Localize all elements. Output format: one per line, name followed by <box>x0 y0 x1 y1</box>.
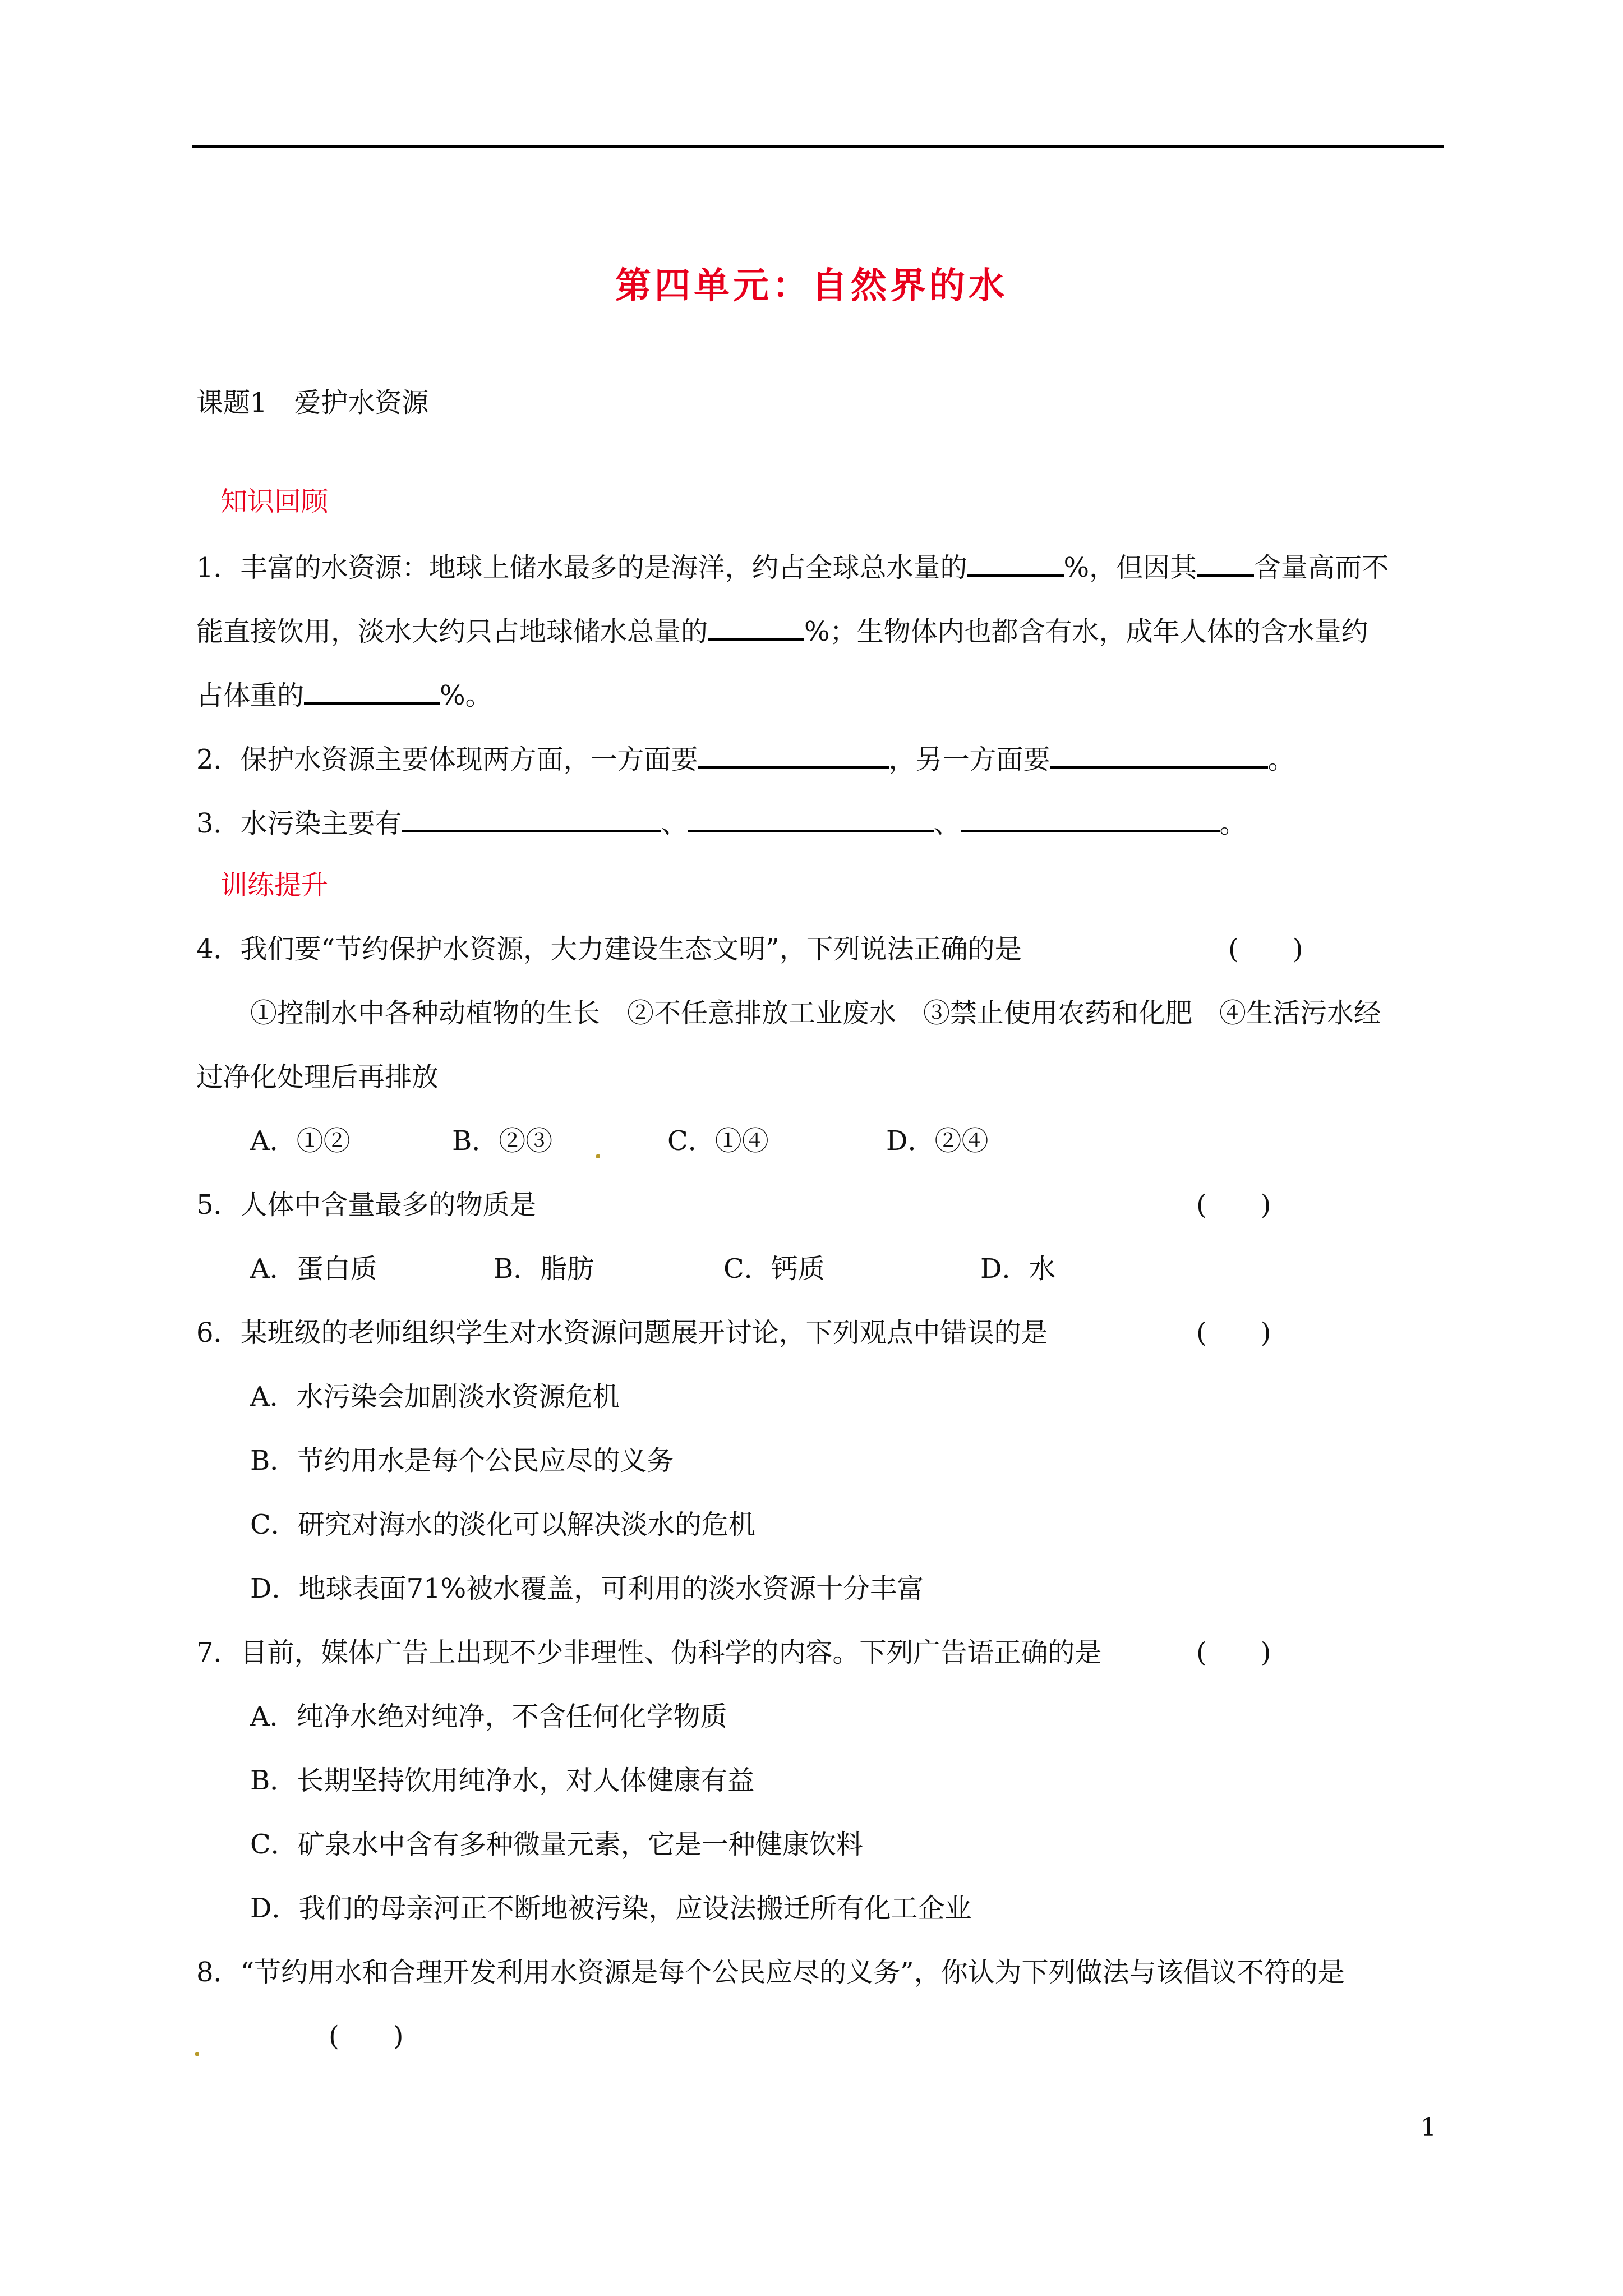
question-2 <box>196 740 1295 776</box>
answer-blank[interactable] <box>304 677 440 705</box>
q6-option-c[interactable]: C．研究对海水的淡化可以解决淡水的危机 <box>250 1509 755 1540</box>
q5-option-c[interactable]: C．钙质 <box>723 1253 825 1285</box>
q1-text-a: 1．丰富的水资源：地球上储水最多的是海洋，约占全球总水量的 <box>196 552 967 583</box>
q7-option-c[interactable]: C．矿泉水中含有多种微量元素，它是一种健康饮料 <box>250 1829 863 1860</box>
q1-text-b: %，但因其 <box>1063 552 1197 583</box>
question-1-line-1 <box>196 549 1389 585</box>
question-5-stem: 5．人体中含量最多的物质是 <box>196 1189 537 1221</box>
q5-option-d[interactable]: D．水 <box>980 1253 1056 1285</box>
answer-blank[interactable] <box>688 804 934 832</box>
q2-text-a: 2．保护水资源主要体现两方面，一方面要 <box>196 744 698 775</box>
lesson-heading: 课题1 爱护水资源 <box>196 387 429 418</box>
question-7-stem: 7．目前，媒体广告上出现不少非理性、伪科学的内容。下列广告语正确的是 <box>196 1637 1102 1668</box>
answer-paren[interactable]: ( ) <box>1228 933 1303 965</box>
q7-option-b[interactable]: B．长期坚持饮用纯净水，对人体健康有益 <box>250 1765 755 1796</box>
q7-option-a[interactable]: A．纯净水绝对纯净，不含任何化学物质 <box>250 1701 727 1732</box>
question-1-line-2 <box>196 613 1368 648</box>
q3-end: 。 <box>1219 808 1247 839</box>
answer-paren[interactable]: ( ) <box>329 2021 404 2052</box>
q6-option-d[interactable]: D．地球表面71%被水覆盖，可利用的淡水资源十分丰富 <box>250 1573 924 1604</box>
answer-blank[interactable] <box>967 549 1064 577</box>
answer-blank[interactable] <box>1197 549 1254 577</box>
unit-title: 第四单元：自然界的水 <box>615 265 1008 307</box>
question-1-line-3 <box>196 677 492 712</box>
separator: 、 <box>661 808 688 839</box>
q4-option-d[interactable]: D．②④ <box>886 1125 989 1157</box>
section-heading-review: 知识回顾 <box>220 486 329 517</box>
answer-paren[interactable]: ( ) <box>1196 1189 1271 1221</box>
q1-text-f: 占体重的 <box>196 680 305 711</box>
question-4-stem: 4．我们要“节约保护水资源，大力建设生态文明”，下列说法正确的是 <box>196 933 1022 965</box>
question-3 <box>196 804 1247 840</box>
question-4-items-cont: 过净化处理后再排放 <box>196 1061 439 1093</box>
q1-text-d: 能直接饮用，淡水大约只占地球储水总量的 <box>196 616 708 647</box>
q4-option-b[interactable]: B．②③ <box>452 1125 553 1157</box>
q5-option-b[interactable]: B．脂肪 <box>494 1253 594 1285</box>
q1-text-e: %；生物体内也都含有水，成年人体的含水量约 <box>804 616 1368 647</box>
q4-option-a[interactable]: A．①② <box>250 1125 351 1157</box>
answer-blank[interactable] <box>1050 740 1268 769</box>
q2-text-c: 。 <box>1267 744 1295 775</box>
q1-text-c: 含量高而不 <box>1254 552 1389 583</box>
q4-option-c[interactable]: C．①④ <box>667 1125 769 1157</box>
header-rule <box>192 145 1444 148</box>
answer-paren[interactable]: ( ) <box>1196 1637 1271 1668</box>
q3-text-a: 3．水污染主要有 <box>196 808 402 839</box>
answer-blank[interactable] <box>961 804 1220 832</box>
answer-blank[interactable] <box>402 804 661 832</box>
q2-text-b: ，另一方面要 <box>888 744 1050 775</box>
speck-mark <box>195 2052 199 2056</box>
speck-mark <box>596 1154 600 1158</box>
separator: 、 <box>933 808 961 839</box>
section-heading-practice: 训练提升 <box>220 869 329 901</box>
answer-blank[interactable] <box>708 613 804 641</box>
question-8-stem: 8．“节约用水和合理开发利用水资源是每个公民应尽的义务”，你认为下列做法与该倡议不符的是 <box>196 1957 1345 1988</box>
question-6-stem: 6．某班级的老师组织学生对水资源问题展开讨论，下列观点中错误的是 <box>196 1317 1048 1349</box>
q7-option-d[interactable]: D．我们的母亲河正不断地被污染，应设法搬迁所有化工企业 <box>250 1893 972 1924</box>
q6-option-b[interactable]: B．节约用水是每个公民应尽的义务 <box>250 1445 674 1476</box>
answer-blank[interactable] <box>698 740 889 769</box>
q6-option-a[interactable]: A．水污染会加剧淡水资源危机 <box>250 1381 620 1412</box>
question-4-items: ①控制水中各种动植物的生长 ②不任意排放工业废水 ③禁止使用农药和化肥 ④生活污水经 <box>250 997 1381 1029</box>
answer-paren[interactable]: ( ) <box>1196 1317 1271 1349</box>
page-number: 1 <box>1421 2113 1436 2142</box>
q5-option-a[interactable]: A．蛋白质 <box>250 1253 377 1285</box>
q1-text-g: %。 <box>440 680 492 711</box>
